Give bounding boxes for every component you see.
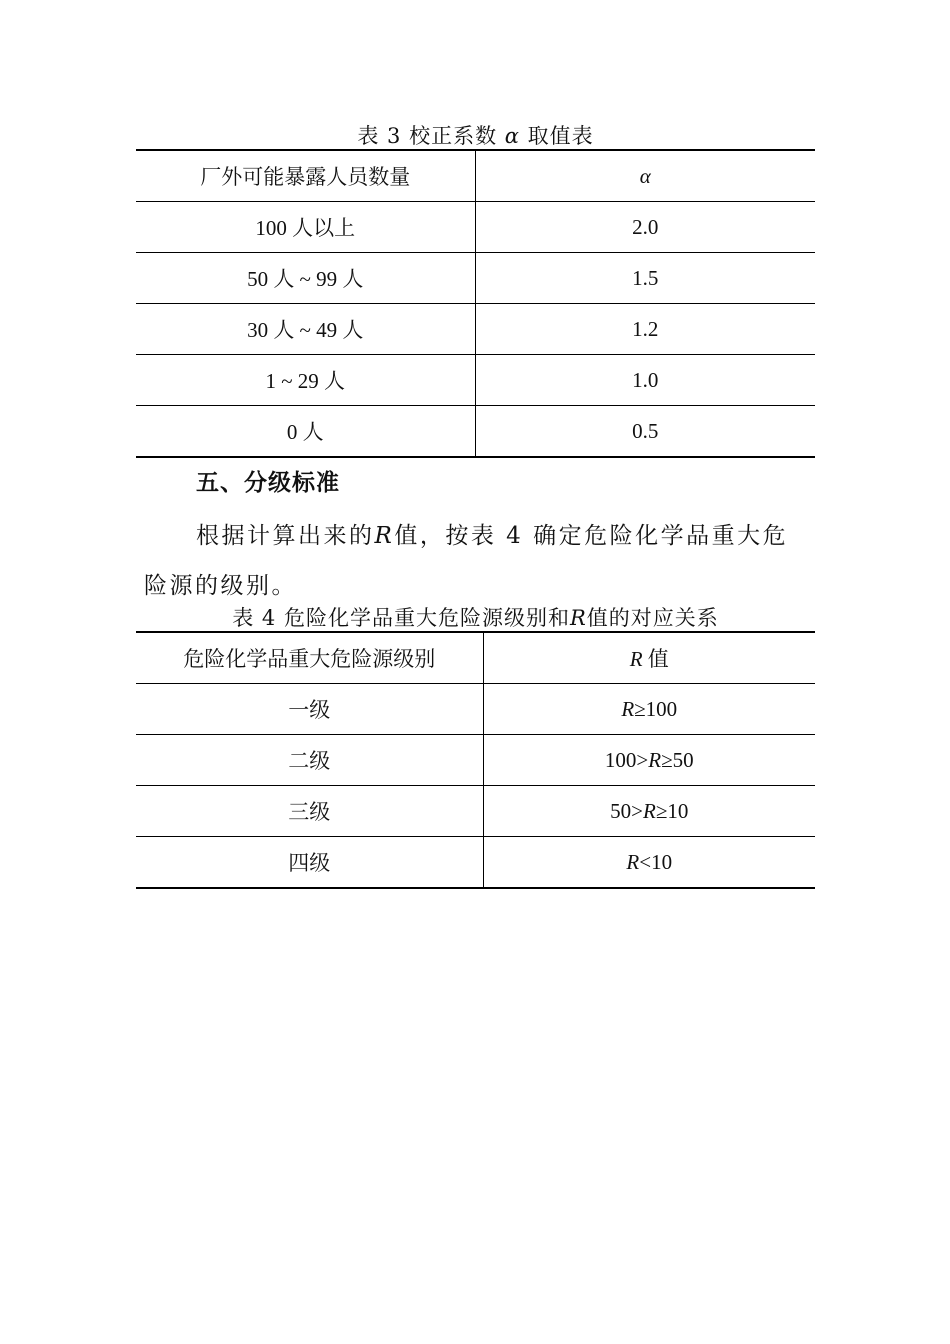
table3-caption-suffix: 取值表: [519, 124, 594, 148]
r-symbol: R: [642, 798, 656, 823]
r-suffix: ≥10: [655, 798, 689, 823]
table3-cell-people: 0 人: [136, 406, 475, 458]
r-prefix: 100>: [604, 747, 649, 772]
table4-cell-r: [483, 684, 815, 735]
table3-caption-alpha: α: [504, 124, 520, 148]
table3-cell-alpha: 0.5: [632, 418, 659, 443]
r-symbol: R: [621, 696, 635, 721]
table4-header-r-symbol: R: [629, 647, 643, 671]
table3-header-people: 厂外可能暴露人员数量: [136, 150, 475, 202]
table3-cell-people: 100 人以上: [136, 202, 475, 253]
table4-header-level: 危险化学品重大危险源级别: [136, 632, 483, 684]
table4-caption-r: R: [569, 606, 587, 630]
table4: [136, 631, 815, 889]
table-row: [136, 202, 815, 253]
table4-header-r-suffix: 值: [642, 647, 669, 671]
table-row: [136, 304, 815, 355]
table3-cell-people: 1 ~ 29 人: [136, 355, 475, 406]
table4-header-row: [136, 632, 815, 684]
table3-caption-prefix: 表 3 校正系数: [357, 124, 505, 148]
table-row: [136, 735, 815, 786]
table3-cell-alpha: 1.0: [475, 355, 815, 406]
r-suffix: <10: [639, 849, 673, 874]
table-row: [136, 684, 815, 735]
table4-caption-prefix: 表 4 危险化学品重大危险源级别和: [232, 606, 570, 630]
table4-caption: [136, 605, 815, 631]
table4-cell-r: [483, 786, 815, 837]
table4-cell-level: 二级: [136, 735, 483, 786]
table4-caption-suffix: 值的对应关系: [586, 606, 719, 630]
table-row: [136, 786, 815, 837]
table-row: [136, 406, 815, 458]
table3-header-row: [136, 150, 815, 202]
table4-cell-r: [483, 837, 815, 889]
table3-cell-people: 30 人 ~ 49 人: [136, 304, 475, 355]
section-heading: 五、分级标准: [196, 470, 340, 496]
table4-cell-level: 一级: [136, 684, 483, 735]
table-row: [136, 253, 815, 304]
table4-cell-r: [483, 735, 815, 786]
r-suffix: ≥100: [634, 696, 678, 721]
table3-caption: [136, 123, 815, 149]
table3-cell-alpha: 1.2: [475, 304, 815, 355]
table-row: [136, 837, 815, 889]
r-symbol: R: [648, 747, 662, 772]
r-symbol: R: [626, 849, 640, 874]
paragraph-text-1: 根据计算出来的: [196, 523, 375, 549]
table4-cell-level: 三级: [136, 786, 483, 837]
table3: [136, 149, 815, 458]
section-paragraph: [144, 511, 812, 611]
table4-header-r: [483, 632, 815, 684]
table3-cell-alpha: 1.5: [475, 253, 815, 304]
paragraph-text-2: 值，按表 4 确定危险化学品重大危险源的级别。: [144, 523, 789, 599]
table3-cell-people: 50 人 ~ 99 人: [136, 253, 475, 304]
paragraph-r-symbol: R: [374, 523, 395, 549]
table3-cell-alpha: 2.0: [475, 202, 815, 253]
table3-header-alpha: α: [475, 150, 815, 202]
table4-cell-level: 四级: [136, 837, 483, 889]
r-prefix: 50>: [610, 798, 643, 823]
r-suffix: ≥50: [661, 747, 694, 772]
table-row: [136, 355, 815, 406]
